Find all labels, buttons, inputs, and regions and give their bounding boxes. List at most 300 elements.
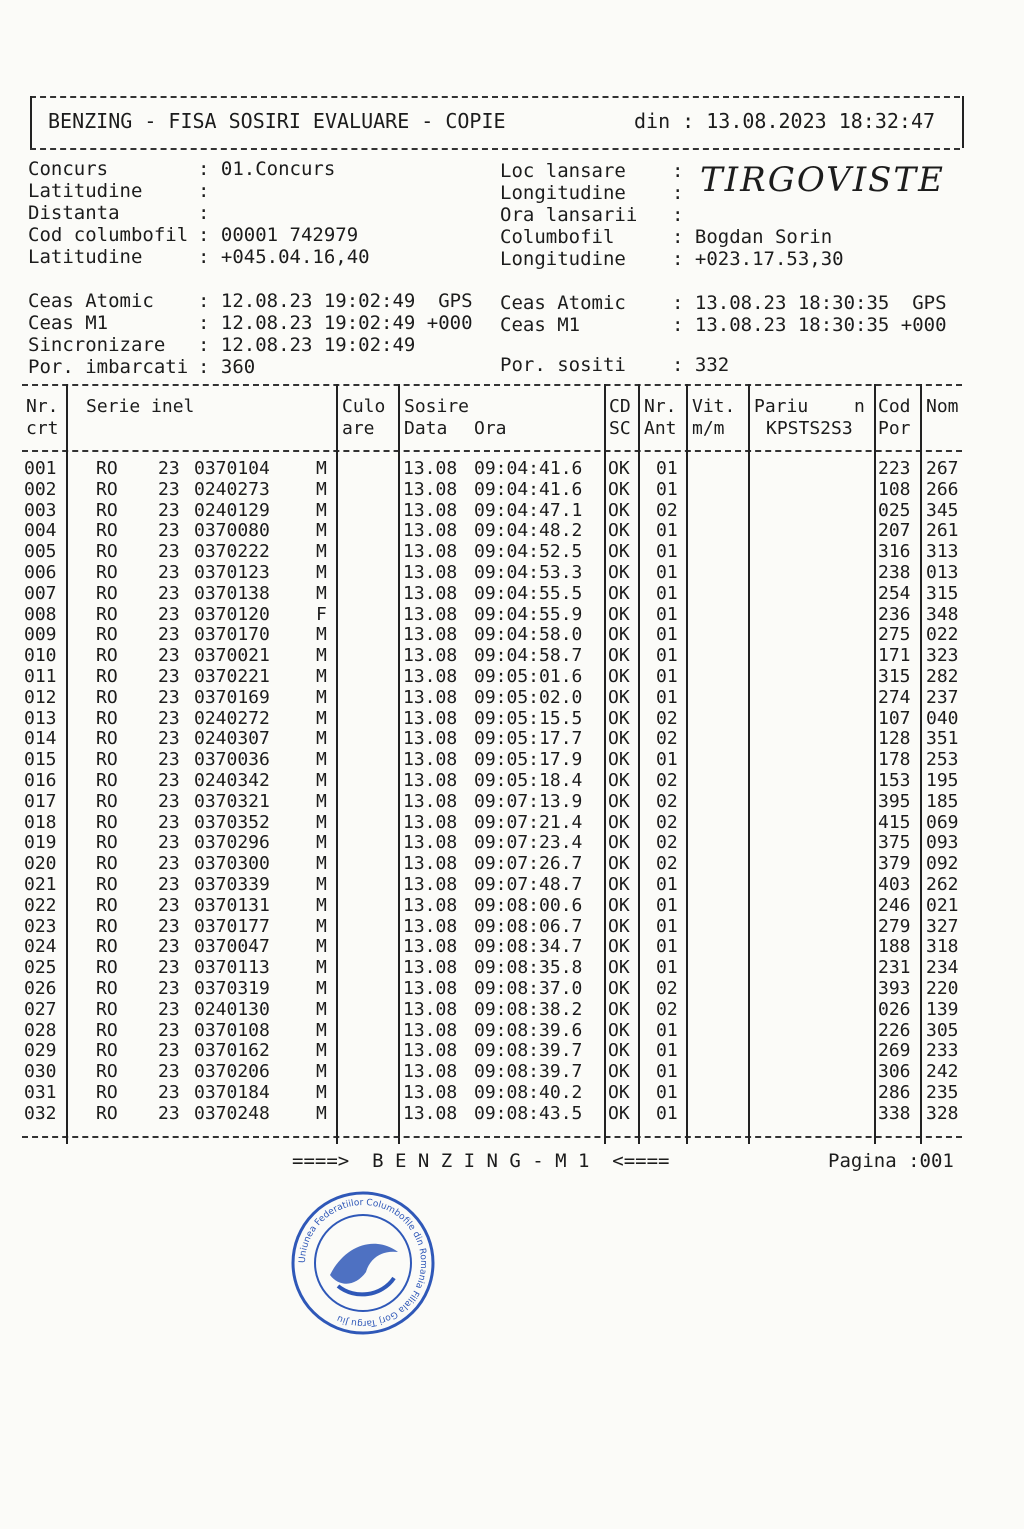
row-cd: OK — [608, 936, 630, 958]
header-nom: Nom — [926, 396, 959, 417]
row-nr: 011 — [24, 666, 57, 687]
row-sex: M — [316, 541, 327, 563]
row-inel: 0370131 — [194, 894, 270, 916]
row-cd: OK — [608, 624, 630, 646]
row-ant: 02 — [656, 707, 678, 729]
row-cod: 188 — [878, 936, 911, 958]
row-ant: 01 — [656, 666, 678, 687]
row-sex: M — [316, 666, 327, 687]
clock-value: : 360 — [198, 356, 256, 378]
info-value: : — [672, 182, 684, 204]
row-an: 23 — [158, 582, 180, 604]
table-row — [22, 957, 962, 978]
clock-value: : 13.08.23 18:30:35 +000 — [672, 314, 947, 336]
row-cod: 286 — [878, 1082, 911, 1103]
row-ora: 09:07:23.4 — [474, 832, 583, 854]
report-title: BENZING - FISA SOSIRI EVALUARE - COPIE — [48, 109, 506, 133]
row-cod: 223 — [878, 458, 911, 479]
row-cod: 226 — [878, 1019, 911, 1041]
row-sex: M — [316, 874, 327, 895]
row-sex: M — [316, 978, 327, 999]
row-nr: 031 — [24, 1082, 57, 1103]
row-ora: 09:08:37.0 — [474, 978, 583, 999]
header-crt: crt — [26, 418, 59, 439]
table-row — [22, 541, 962, 562]
table-row — [22, 1061, 962, 1082]
row-data: 13.08 — [403, 749, 458, 771]
row-nom: 013 — [926, 562, 959, 583]
row-data: 13.08 — [403, 541, 458, 563]
row-cod: 026 — [878, 998, 911, 1020]
row-ant: 02 — [656, 998, 678, 1020]
row-nom: 220 — [926, 978, 959, 999]
row-cod: 395 — [878, 790, 911, 812]
row-sex: M — [316, 894, 327, 916]
info-label: Longitudine — [500, 182, 626, 204]
row-sex: M — [316, 936, 327, 958]
row-data: 13.08 — [403, 645, 458, 667]
row-an: 23 — [158, 624, 180, 646]
row-ora: 09:07:13.9 — [474, 790, 583, 812]
row-data: 13.08 — [403, 853, 458, 875]
row-cod: 025 — [878, 499, 911, 521]
row-ant: 01 — [656, 1061, 678, 1083]
row-tara: RO — [96, 894, 118, 916]
table-row — [22, 500, 962, 521]
row-nom: 185 — [926, 790, 959, 812]
row-inel: 0370177 — [194, 915, 270, 937]
row-an: 23 — [158, 1102, 180, 1124]
row-sex: M — [316, 478, 327, 500]
row-nom: 261 — [926, 520, 959, 542]
row-ora: 09:08:39.6 — [474, 1019, 583, 1041]
info-label: Longitudine — [500, 248, 626, 270]
row-nom: 139 — [926, 998, 959, 1020]
row-nom: 282 — [926, 666, 959, 687]
clock-label: Ceas Atomic — [500, 292, 626, 314]
clock-label: Ceas Atomic — [28, 290, 154, 312]
row-nom: 195 — [926, 770, 959, 791]
row-data: 13.08 — [403, 832, 458, 854]
row-cd: OK — [608, 998, 630, 1020]
table-row — [22, 583, 962, 604]
row-ant: 01 — [656, 936, 678, 958]
row-ant: 02 — [656, 811, 678, 833]
row-ora: 09:05:15.5 — [474, 707, 583, 729]
row-inel: 0370248 — [194, 1102, 270, 1124]
row-tara: RO — [96, 978, 118, 999]
row-an: 23 — [158, 728, 180, 750]
table-row — [22, 458, 962, 479]
row-an: 23 — [158, 1082, 180, 1103]
row-cd: OK — [608, 1040, 630, 1062]
row-data: 13.08 — [403, 562, 458, 583]
row-tara: RO — [96, 915, 118, 937]
row-nr: 016 — [24, 770, 57, 791]
row-ora: 09:05:02.0 — [474, 686, 583, 708]
row-data: 13.08 — [403, 978, 458, 999]
row-tara: RO — [96, 1061, 118, 1083]
row-nom: 345 — [926, 499, 959, 521]
info-value: : 01.Concurs — [198, 158, 336, 180]
row-nom: 233 — [926, 1040, 959, 1062]
info-label: Concurs — [28, 158, 109, 180]
row-sex: M — [316, 749, 327, 771]
row-an: 23 — [158, 915, 180, 937]
row-tara: RO — [96, 520, 118, 542]
row-ora: 09:04:53.3 — [474, 562, 583, 583]
info-label: Distanta — [28, 202, 120, 224]
handwritten-location: TIRGOVISTE — [700, 160, 945, 200]
row-ora: 09:05:01.6 — [474, 666, 583, 687]
table-row — [22, 562, 962, 583]
table-row — [22, 624, 962, 645]
table-row — [22, 708, 962, 729]
row-sex: M — [316, 686, 327, 708]
row-tara: RO — [96, 478, 118, 500]
header-cod: Cod — [878, 396, 911, 417]
row-nom: 040 — [926, 707, 959, 729]
header-cd: CD — [609, 396, 631, 417]
row-nom: 327 — [926, 915, 959, 937]
row-cd: OK — [608, 499, 630, 521]
header-serie: Serie inel — [86, 396, 195, 417]
row-sex: M — [316, 562, 327, 583]
row-an: 23 — [158, 541, 180, 563]
header-are: are — [342, 418, 375, 439]
row-cd: OK — [608, 582, 630, 604]
row-inel: 0240272 — [194, 707, 270, 729]
row-an: 23 — [158, 520, 180, 542]
row-cod: 207 — [878, 520, 911, 542]
row-inel: 0240273 — [194, 478, 270, 500]
row-cod: 246 — [878, 894, 911, 916]
row-inel: 0370047 — [194, 936, 270, 958]
row-ant: 01 — [656, 1082, 678, 1103]
row-cd: OK — [608, 562, 630, 583]
row-tara: RO — [96, 1040, 118, 1062]
row-tara: RO — [96, 541, 118, 563]
row-sex: M — [316, 624, 327, 646]
row-sex: M — [316, 811, 327, 833]
info-label: Latitudine — [28, 246, 143, 268]
row-an: 23 — [158, 957, 180, 979]
row-ant: 02 — [656, 499, 678, 521]
row-cd: OK — [608, 666, 630, 687]
row-inel: 0370296 — [194, 832, 270, 854]
row-nom: 021 — [926, 894, 959, 916]
row-tara: RO — [96, 1082, 118, 1103]
row-nom: 348 — [926, 603, 959, 625]
row-cod: 379 — [878, 853, 911, 875]
info-value: : — [198, 180, 210, 202]
info-value: : — [672, 204, 684, 226]
row-nr: 010 — [24, 645, 57, 667]
row-cod: 128 — [878, 728, 911, 750]
row-cod: 274 — [878, 686, 911, 708]
row-nr: 024 — [24, 936, 57, 958]
row-nr: 001 — [24, 458, 57, 479]
row-inel: 0370206 — [194, 1061, 270, 1083]
row-ora: 09:08:06.7 — [474, 915, 583, 937]
table-header-line1 — [22, 396, 962, 417]
row-nr: 030 — [24, 1061, 57, 1083]
row-an: 23 — [158, 707, 180, 729]
row-nr: 013 — [24, 707, 57, 729]
row-nr: 027 — [24, 998, 57, 1020]
row-tara: RO — [96, 582, 118, 604]
header-data: Data — [404, 418, 448, 439]
row-ora: 09:08:43.5 — [474, 1102, 583, 1124]
info-value: : +023.17.53,30 — [672, 248, 844, 270]
row-data: 13.08 — [403, 770, 458, 791]
row-cd: OK — [608, 1061, 630, 1083]
clock-value: : 12.08.23 19:02:49 +000 — [198, 312, 473, 334]
info-value: : Bogdan Sorin — [672, 226, 833, 248]
row-tara: RO — [96, 853, 118, 875]
row-sex: M — [316, 770, 327, 791]
row-cod: 403 — [878, 874, 911, 895]
info-label: Cod columbofil — [28, 224, 189, 246]
table-top-rule — [22, 384, 962, 386]
row-data: 13.08 — [403, 1040, 458, 1062]
row-nom: 267 — [926, 458, 959, 479]
row-nom: 253 — [926, 749, 959, 771]
row-tara: RO — [96, 624, 118, 646]
row-ant: 01 — [656, 1102, 678, 1124]
row-cd: OK — [608, 874, 630, 895]
row-data: 13.08 — [403, 686, 458, 708]
row-nom: 069 — [926, 811, 959, 833]
row-cd: OK — [608, 1019, 630, 1041]
header-culoare: Culo — [342, 396, 386, 417]
row-ant: 01 — [656, 749, 678, 771]
row-nr: 019 — [24, 832, 57, 854]
row-data: 13.08 — [403, 666, 458, 687]
row-sex: M — [316, 915, 327, 937]
row-cod: 375 — [878, 832, 911, 854]
row-ant: 01 — [656, 541, 678, 563]
row-nr: 005 — [24, 541, 57, 563]
row-ant: 01 — [656, 520, 678, 542]
row-cod: 107 — [878, 707, 911, 729]
row-data: 13.08 — [403, 1061, 458, 1083]
row-an: 23 — [158, 853, 180, 875]
row-cd: OK — [608, 1102, 630, 1124]
row-ant: 02 — [656, 978, 678, 999]
row-nr: 006 — [24, 562, 57, 583]
row-cd: OK — [608, 686, 630, 708]
row-cd: OK — [608, 728, 630, 750]
row-ora: 09:07:48.7 — [474, 874, 583, 895]
row-tara: RO — [96, 603, 118, 625]
row-inel: 0370138 — [194, 582, 270, 604]
info-label: Loc lansare — [500, 160, 626, 182]
row-tara: RO — [96, 707, 118, 729]
row-data: 13.08 — [403, 499, 458, 521]
row-cod: 275 — [878, 624, 911, 646]
row-sex: M — [316, 1019, 327, 1041]
table-row — [22, 874, 962, 895]
row-data: 13.08 — [403, 936, 458, 958]
device-footer: ====> B E N Z I N G - M 1 <==== — [292, 1150, 670, 1172]
row-ant: 01 — [656, 603, 678, 625]
row-cod: 415 — [878, 811, 911, 833]
report-date: din : 13.08.2023 18:32:47 — [634, 109, 936, 133]
row-cod: 238 — [878, 562, 911, 583]
row-sex: F — [316, 603, 327, 625]
row-tara: RO — [96, 645, 118, 667]
row-ora: 09:05:17.9 — [474, 749, 583, 771]
row-tara: RO — [96, 686, 118, 708]
table-row — [22, 853, 962, 874]
row-nr: 026 — [24, 978, 57, 999]
row-cd: OK — [608, 478, 630, 500]
row-inel: 0370184 — [194, 1082, 270, 1103]
table-row — [22, 791, 962, 812]
row-data: 13.08 — [403, 1019, 458, 1041]
table-row — [22, 1020, 962, 1041]
row-inel: 0370021 — [194, 645, 270, 667]
row-inel: 0370113 — [194, 957, 270, 979]
info-value: : — [198, 202, 210, 224]
clock-value: : 332 — [672, 354, 730, 376]
row-cd: OK — [608, 707, 630, 729]
stamp-text: Uniunea Federatiilor Columbofile din Romania Filiala Gorj Targu Jiu — [297, 1197, 429, 1329]
table-row — [22, 1082, 962, 1103]
row-ant: 01 — [656, 562, 678, 583]
info-label: Columbofil — [500, 226, 615, 248]
row-inel: 0370120 — [194, 603, 270, 625]
row-data: 13.08 — [403, 728, 458, 750]
row-sex: M — [316, 1061, 327, 1083]
row-tara: RO — [96, 770, 118, 791]
row-sex: M — [316, 645, 327, 667]
row-cd: OK — [608, 894, 630, 916]
row-cd: OK — [608, 1082, 630, 1103]
row-sex: M — [316, 790, 327, 812]
row-cod: 153 — [878, 770, 911, 791]
table-bottom-rule — [22, 1136, 962, 1138]
row-nr: 012 — [24, 686, 57, 708]
row-data: 13.08 — [403, 520, 458, 542]
row-tara: RO — [96, 874, 118, 895]
row-sex: M — [316, 957, 327, 979]
row-tara: RO — [96, 1019, 118, 1041]
row-an: 23 — [158, 749, 180, 771]
row-nom: 234 — [926, 957, 959, 979]
row-ant: 01 — [656, 915, 678, 937]
row-inel: 0370162 — [194, 1040, 270, 1062]
table-row — [22, 895, 962, 916]
table-row — [22, 604, 962, 625]
row-ora: 09:04:55.5 — [474, 582, 583, 604]
table-row — [22, 749, 962, 770]
row-cd: OK — [608, 541, 630, 563]
row-ora: 09:05:18.4 — [474, 770, 583, 791]
row-cd: OK — [608, 458, 630, 479]
row-cod: 315 — [878, 666, 911, 687]
row-nr: 021 — [24, 874, 57, 895]
row-ora: 09:07:26.7 — [474, 853, 583, 875]
row-ora: 09:07:21.4 — [474, 811, 583, 833]
row-tara: RO — [96, 749, 118, 771]
row-cod: 338 — [878, 1102, 911, 1124]
row-data: 13.08 — [403, 624, 458, 646]
row-ora: 09:08:39.7 — [474, 1040, 583, 1062]
row-cod: 393 — [878, 978, 911, 999]
row-nr: 025 — [24, 957, 57, 979]
row-ora: 09:04:52.5 — [474, 541, 583, 563]
header-pariu: Pariu — [754, 396, 809, 417]
row-ant: 01 — [656, 894, 678, 916]
row-an: 23 — [158, 1040, 180, 1062]
row-tara: RO — [96, 832, 118, 854]
row-data: 13.08 — [403, 894, 458, 916]
row-cod: 171 — [878, 645, 911, 667]
row-nom: 262 — [926, 874, 959, 895]
row-inel: 0370169 — [194, 686, 270, 708]
row-data: 13.08 — [403, 1102, 458, 1124]
row-nr: 008 — [24, 603, 57, 625]
row-an: 23 — [158, 603, 180, 625]
row-ant: 02 — [656, 770, 678, 791]
table-row — [22, 687, 962, 708]
row-inel: 0370036 — [194, 749, 270, 771]
row-cd: OK — [608, 645, 630, 667]
row-inel: 0370170 — [194, 624, 270, 646]
dove-icon — [330, 1244, 398, 1284]
row-ora: 09:08:34.7 — [474, 936, 583, 958]
row-cod: 269 — [878, 1040, 911, 1062]
table-row — [22, 936, 962, 957]
row-data: 13.08 — [403, 603, 458, 625]
table-header-rule — [22, 450, 962, 452]
row-cd: OK — [608, 853, 630, 875]
row-ora: 09:04:48.2 — [474, 520, 583, 542]
row-nr: 023 — [24, 915, 57, 937]
row-ora: 09:04:55.9 — [474, 603, 583, 625]
row-cod: 236 — [878, 603, 911, 625]
row-tara: RO — [96, 811, 118, 833]
row-ant: 01 — [656, 957, 678, 979]
row-an: 23 — [158, 832, 180, 854]
table-row — [22, 812, 962, 833]
row-inel: 0370300 — [194, 853, 270, 875]
table-header-line2 — [22, 418, 962, 439]
arrivals-table — [22, 384, 962, 1144]
row-cod: 231 — [878, 957, 911, 979]
row-cd: OK — [608, 603, 630, 625]
row-tara: RO — [96, 1102, 118, 1124]
row-an: 23 — [158, 998, 180, 1020]
row-nom: 022 — [926, 624, 959, 646]
row-an: 23 — [158, 1061, 180, 1083]
row-inel: 0370104 — [194, 458, 270, 479]
row-data: 13.08 — [403, 458, 458, 479]
row-ora: 09:04:41.6 — [474, 458, 583, 479]
row-nom: 328 — [926, 1102, 959, 1124]
row-an: 23 — [158, 874, 180, 895]
page-number: Pagina :001 — [828, 1150, 954, 1172]
row-data: 13.08 — [403, 811, 458, 833]
row-nom: 305 — [926, 1019, 959, 1041]
row-an: 23 — [158, 811, 180, 833]
row-nom: 092 — [926, 853, 959, 875]
header-por: Por — [878, 418, 911, 439]
table-row — [22, 520, 962, 541]
row-an: 23 — [158, 978, 180, 999]
